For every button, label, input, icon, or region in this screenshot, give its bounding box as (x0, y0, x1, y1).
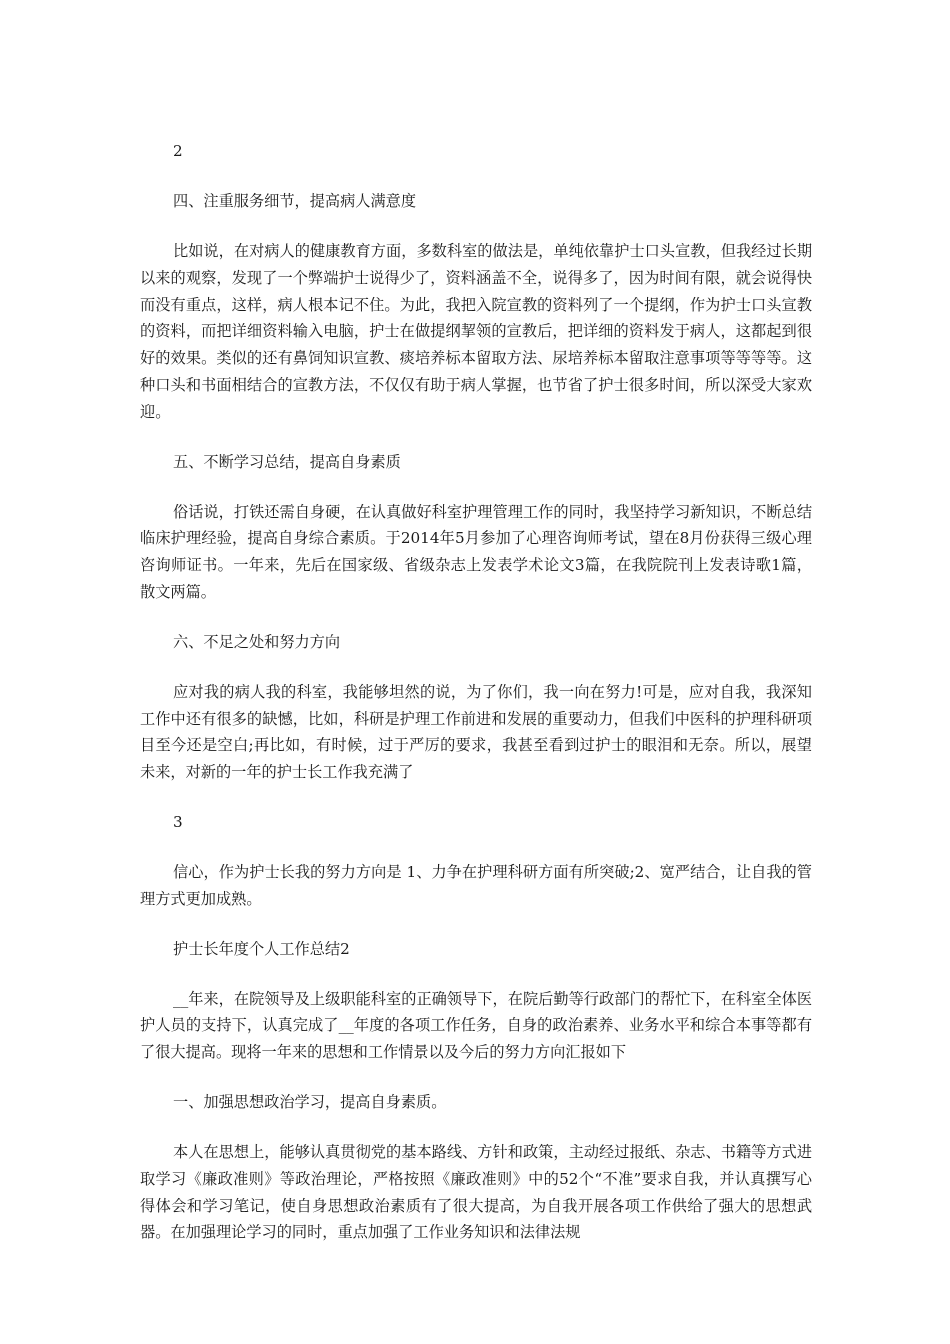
section-heading: 五、不断学习总结，提高自身素质 (173, 452, 401, 471)
spacer (140, 476, 812, 499)
spacer (140, 836, 812, 859)
page-number: 3 (173, 812, 183, 831)
section-paragraph: 本人在思想上，能够认真贯彻党的基本路线、方针和政策，主动经过报纸、杂志、书籍等方式进取学习《廉政准则》等政治理论，严格按照《廉政准则》中的52个“不准”要求自我，并认真撰写心得体会和学习笔记，使自身思想政治素质有了很大提高，为自我开展各项工作供给了强大的思想武器。在加强理论学习的同时，重点加强了工作业务知识和法律法规 (140, 1142, 812, 1242)
spacer (140, 606, 812, 629)
spacer (140, 1116, 812, 1139)
section-heading: 一、加强思想政治学习，提高自身素质。 (173, 1092, 447, 1111)
intro-paragraph: __年来，在院领导及上级职能科室的正确领导下，在院后勤等行政部门的帮忙下，在科室全体医护人员的支持下，认真完成了__年度的各项工作任务，自身的政治素养、业务水平和综合本事等都有了很大提高。现将一年来的思想和工作情景以及今后的努力方向汇报如下 (140, 989, 812, 1062)
section-paragraph: 比如说，在对病人的健康教育方面，多数科室的做法是，单纯依靠护士口头宣教，但我经过长期以来的观察，发现了一个弊端护士说得少了，资料涵盖不全，说得多了，因为时间有限，就会说得快而没有重点，这样，病人根本记不住。为此，我把入院宣教的资料列了一个提纲，作为护士口头宣教的资料，而把详细资料输入电脑，护士在做提纲挈领的宣教后，把详细的资料发于病人，这都起到很好的效果。类似的还有鼻饲知识宣教、痰培养标本留取方法、尿培养标本留取注意事项等等等等。这种口头和书面相结合的宣教方法，不仅仅有助于病人掌握，也节省了护士很多时间，所以深受大家欢迎。 (140, 242, 812, 421)
section-paragraph: 俗话说，打铁还需自身硬，在认真做好科室护理管理工作的同时，我坚持学习新知识，不断总结临床护理经验，提高自身综合素质。于2014年5月参加了心理咨询师考试，望在8月份获得三级心理咨询师证书。一年来，先后在国家级、省级杂志上发表学术论文3篇，在我院院刊上发表诗歌1篇，散文两篇。 (140, 502, 812, 601)
spacer (140, 963, 812, 986)
spacer (140, 786, 812, 809)
spacer (140, 426, 812, 449)
section-heading: 六、不足之处和努力方向 (173, 632, 341, 651)
section-heading: 四、注重服务细节，提高病人满意度 (173, 192, 416, 210)
spacer (140, 165, 812, 188)
spacer (140, 215, 812, 238)
document-page (140, 138, 812, 1246)
spacer (140, 656, 812, 679)
section-paragraph: 信心，作为护士长我的努力方向是 1、力争在护理科研方面有所突破;2、宽严结合，让自我的管理方式更加成熟。 (140, 862, 812, 908)
page-number: 2 (173, 142, 183, 160)
spacer (140, 1066, 812, 1089)
spacer (140, 913, 812, 936)
section-paragraph: 应对我的病人我的科室，我能够坦然的说，为了你们，我一向在努力!可是，应对自我，我深知工作中还有很多的缺憾，比如，科研是护理工作前进和发展的重要动力，但我们中医科的护理科研项目至今还是空白;再比如，有时候，过于严厉的要求，我甚至看到过护士的眼泪和无奈。所以，展望未来，对新的一年的护士长工作我充满了 (140, 682, 812, 782)
document-title: 护士长年度个人工作总结2 (173, 939, 350, 958)
